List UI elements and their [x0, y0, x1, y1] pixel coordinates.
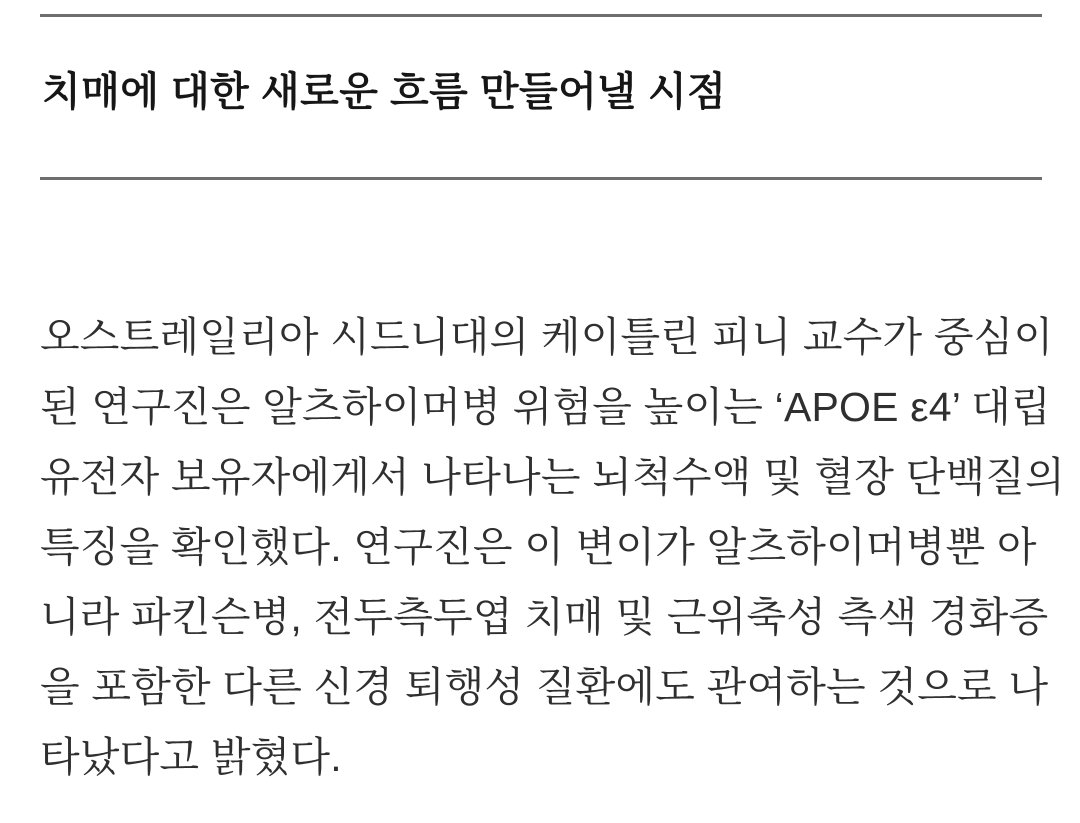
paragraph-line: 니라 파킨슨병, 전두측두엽 치매 및 근위축성 측색 경화증 [40, 594, 1049, 640]
paragraph-line: 된 연구진은 알츠하이머병 위험을 높이는 ‘APOE ε4’ 대립 [40, 384, 1051, 430]
article-heading: 치매에 대한 새로운 흐름 만들어낼 시점 [42, 70, 727, 114]
article-body-paragraph [40, 302, 1065, 792]
paragraph-line: 오스트레일리아 시드니대의 케이틀린 피니 교수가 중심이 [40, 314, 1054, 360]
paragraph-line: 유전자 보유자에게서 나타나는 뇌척수액 및 혈장 단백질의 [40, 454, 1065, 500]
paragraph-line: 타났다고 밝혔다. [40, 734, 342, 780]
paragraph-line: 특징을 확인했다. 연구진은 이 변이가 알츠하이머병뿐 아 [40, 524, 1037, 570]
bottom-divider [40, 177, 1042, 180]
paragraph-line: 을 포함한 다른 신경 퇴행성 질환에도 관여하는 것으로 나 [40, 664, 1049, 710]
article-content [40, 14, 1065, 792]
top-divider [40, 14, 1042, 17]
